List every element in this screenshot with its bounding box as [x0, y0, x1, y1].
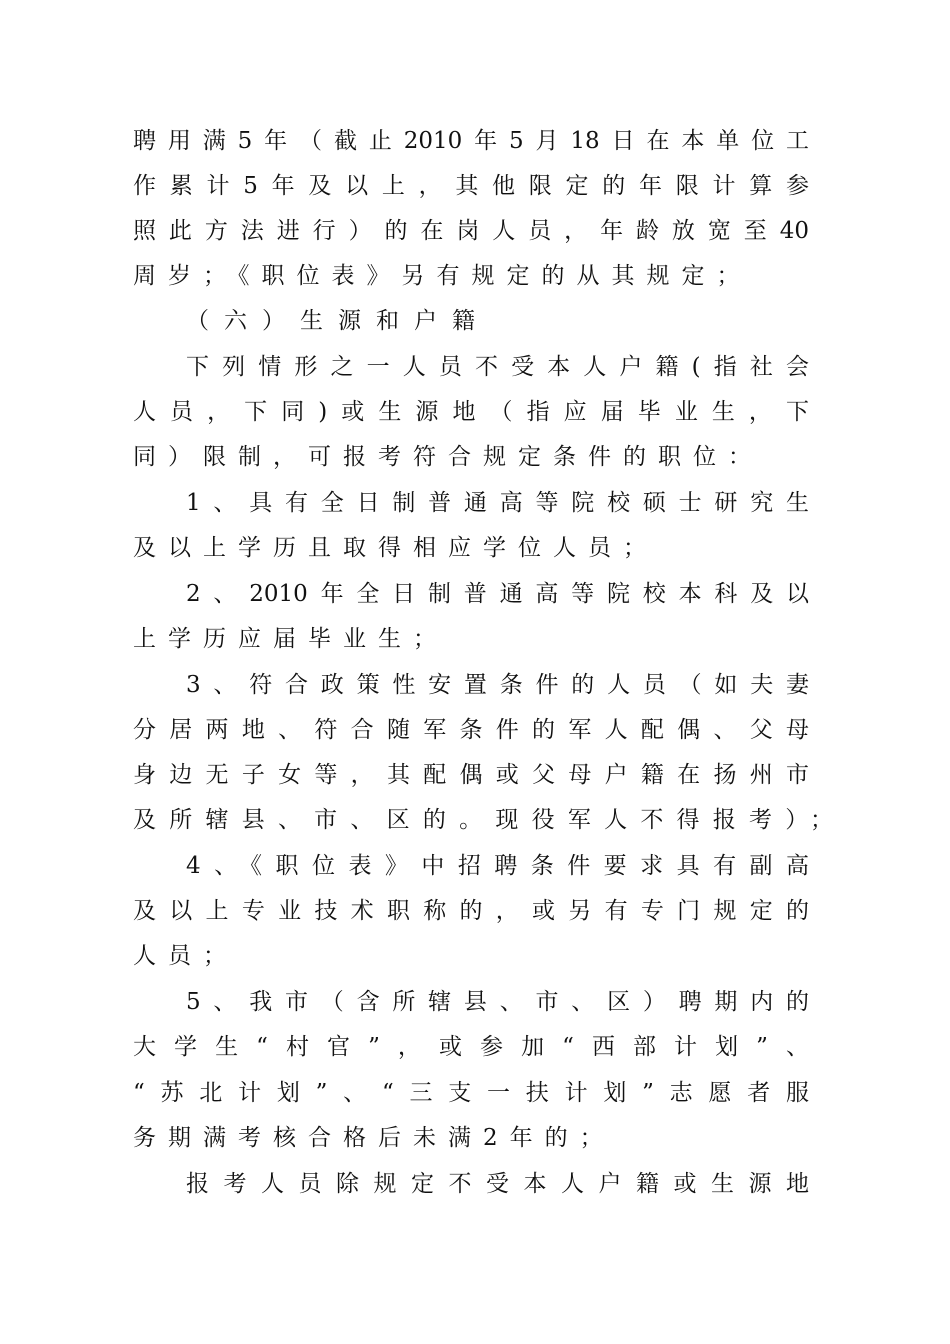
text-line: 同）限制，可报考符合规定条件的职位：	[133, 444, 763, 470]
text-line: 照此方法进行）的在岗人员，年龄放宽至40	[133, 218, 809, 244]
text-line: 作累计5年及以上，其他限定的年限计算参	[133, 173, 809, 199]
text-line: “苏北计划”、“三支一扶计划”志愿者服	[133, 1080, 809, 1106]
text-line: 聘用满5年（截止2010年5月18日在本单位工	[133, 128, 809, 154]
list-item: 2、2010年全日制普通高等院校本科及以	[186, 581, 809, 607]
text-line: 人员，下同)或生源地（指应届毕业生，下	[133, 399, 809, 425]
text-line: 下列情形之一人员不受本人户籍(指社会	[186, 354, 809, 380]
text-line: 及以上专业技术职称的，或另有专门规定的	[133, 898, 809, 924]
text-line: 分居两地、符合随军条件的军人配偶、父母	[133, 717, 809, 743]
text-line: 上学历应届毕业生；	[133, 626, 448, 652]
text-line: 周岁；《职位表》另有规定的从其规定；	[133, 263, 752, 289]
list-item: 1、具有全日制普通高等院校硕士研究生	[186, 490, 809, 516]
text-line: 大学生“村官”，或参加“西部计划”、	[133, 1034, 809, 1060]
section-heading: （六）生源和户籍	[186, 308, 490, 334]
list-item: 5、我市（含所辖县、市、区）聘期内的	[186, 989, 809, 1015]
text-line: 务期满考核合格后未满2年的；	[133, 1125, 615, 1151]
text-line: 身边无子女等，其配偶或父母户籍在扬州市	[133, 762, 809, 788]
list-item: 4、《职位表》中招聘条件要求具有副高	[186, 853, 809, 879]
list-item: 3、符合政策性安置条件的人员（如夫妻	[186, 672, 809, 698]
text-line: 及以上学历且取得相应学位人员；	[133, 535, 658, 561]
text-line: 报考人员除规定不受本人户籍或生源地	[186, 1171, 809, 1197]
text-line: 人员；	[133, 943, 238, 969]
text-line: 及所辖县、市、区的。现役军人不得报考）；	[133, 807, 833, 833]
